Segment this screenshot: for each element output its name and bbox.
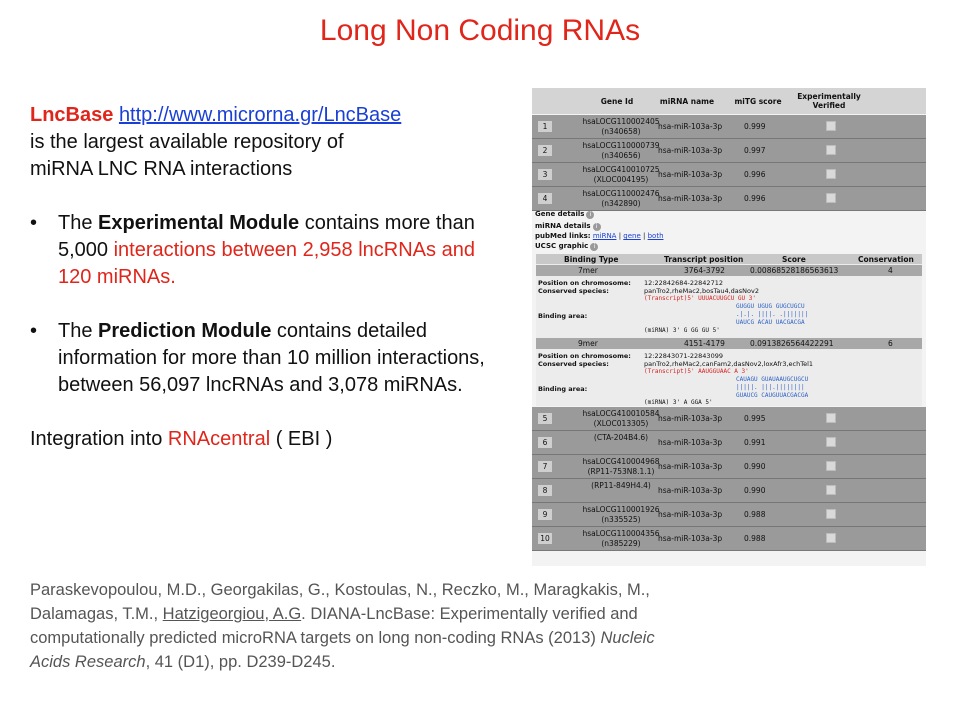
header-mitg-score: miTG score [734, 97, 782, 106]
main-text [30, 102, 500, 453]
score-cell: 0.996 [744, 194, 766, 203]
gene-id-cell[interactable]: hsaLOCG110002476 [582, 189, 660, 198]
row-number: 6 [538, 437, 552, 448]
lncbase-name: LncBase [30, 104, 114, 126]
binding-sites-table: Binding Type Transcript position Score Conservation 7mer 3764-3792 0.00868528186563613 4 Position on chromosome: 12:22842684-22842712 Conserved species: panTro2,rheMac2,bosTau4,dasNov2 (Transcript)5' UUUACUUGCU GU 3' GUGGU UGUG GUGCUGCU Binding area: .|.|. ||||. .||||||| UAUCG ACAU UACGACGA (miRNA) 3' G GG GU 5' 9mer 4151-4179 0.0913826564422291 6 Position on chromosome: 12:22843071-22843099 Conserved species: panTro2,rheMac2,canFam2,dasNov2,loxAfr3,echTel1 (Transcript)5' AAUGGUAAC A 3' CAUAGU GUAUAAUGCUGCU Binding area: |||||. |||.|||||||| GUAUCG CAUGUUACGACGA (miRNA) 3' A GGA 5' [536, 254, 922, 406]
gene-id-sub: (RP11-753N8.1.1) [587, 467, 655, 476]
ucsc-graphic-label[interactable]: UCSC graphic [535, 242, 589, 250]
mirna-name-cell: hsa-miR-103a-3p [658, 146, 723, 155]
intro-line-3: miRNA LNC RNA interactions [30, 158, 293, 180]
gene-id-sub: (XLOC013305) [593, 419, 649, 428]
citation-journal: Nucleic Acids Research [30, 629, 655, 671]
row-number: 7 [538, 461, 552, 472]
gene-details-label[interactable]: Gene details [535, 210, 585, 218]
table-row[interactable] [532, 455, 926, 479]
pubmed-link-gene[interactable]: gene [623, 232, 641, 240]
row-number: 3 [538, 169, 552, 180]
lncbase-results-screenshot: Gene Id miRNA name miTG score Experimentally Verified 1 hsaLOCG110002405 (n340658) hsa-miR-103a-3p 0.999 2 hsaLOCG110000739 (n340656) hsa-miR-103a-3p 0.997 3 hsaLOCG410010725 (XLOC004195) hsa-miR-103a-3p 0.996 4 hsaLOCG110002476 (n342890) hsa-miR-103a-3p 0.996 Gene details i miRNA details i pubMed links: miRNA | gene | both UCSC graphic i Binding Type Transcript position Score Conservation 7mer 3764-3792 0.00868528186563613 4 Position on chromosome: 12:22842684-22842712 Conserved species: panTro2,rheMac2,bosTau4,dasNov2 (Transcript)5' UUUACUUGCU GU 3' GUGGU UGUG GUGCUGCU Binding area: .|.|. ||||. .||||||| UAUCG ACAU UACGACGA (miRNA) 3' G GG GU 5' 9mer 4151-4179 0.0913826564422291 6 Position on chromosome: 12:22843071-22843099 Conserved species: panTro2,rheMac2,canFam2,dasNov2,loxAfr3,echTel1 (Transcript)5' AAUGGUAAC A 3' CAUAGU GUAUAAUGCUGCU Binding area: |||||. |||.|||||||| GUAUCG CAUGUUACGACGA (miRNA) 3' A GGA 5' 5 hsaLOCG410010584 (XLOC013305) hsa-miR-103a-3p 0.995 6 (CTA-204B4.6) hsa-miR-103a-3p 0.991 7 hsaLOCG410004968 (RP11-753N8.1.1) hsa-miR-103a-3p 0.990 8 (RP11-849H4.4) hsa-miR-103a-3p 0.990 9 hsaLOCG110001926 (n335525) hsa-miR-103a-3p 0.988 10 hsaLOCG110004356 (n385229) hsa-miR-103a-3p 0.988 [532, 88, 926, 566]
citation-author-link[interactable]: Hatzigeorgiou, A.G [162, 605, 302, 623]
gene-id-sub: (n340658) [601, 127, 641, 136]
score-cell: 0.990 [744, 462, 766, 471]
gene-id-sub: (XLOC004195) [593, 175, 649, 184]
mirna-details-label[interactable]: miRNA details [535, 222, 591, 230]
row-number: 9 [538, 509, 552, 520]
verified-checkbox[interactable] [826, 121, 836, 131]
gene-id-cell[interactable]: hsaLOCG110004356 [582, 529, 660, 538]
verified-checkbox[interactable] [826, 145, 836, 155]
experimental-count: interactions between 2,958 lncRNAs and 120 miRNAs. [58, 239, 475, 288]
bullet-prediction: • The Prediction Module contains detailed information for more than 10 million interactions, between 56,097 lncRNAs and 3,078 miRNAs. [30, 320, 485, 396]
gene-id-cell[interactable]: hsaLOCG410004968 [582, 457, 660, 466]
table-row[interactable] [532, 163, 926, 187]
intro-line-2: is the largest available repository of [30, 131, 344, 153]
row-number: 5 [538, 413, 552, 424]
integration-line: Integration into RNAcentral ( EBI ) [30, 428, 333, 450]
binding-pairs: GUGGU UGUG GUGCUGCU [736, 303, 805, 310]
score-cell: 0.996 [744, 170, 766, 179]
row-number: 2 [538, 145, 552, 156]
bullet-experimental: • The Experimental Module contains more than 5,000 interactions between 2,958 lncRNAs and 120 miRNAs. [30, 212, 475, 288]
gene-id-cell[interactable]: (CTA-204B4.6) [593, 433, 649, 442]
score-cell: 0.991 [744, 438, 766, 447]
row-number: 1 [538, 121, 552, 132]
score-cell: 0.999 [744, 122, 766, 131]
prediction-module-label: Prediction Module [98, 320, 272, 342]
gene-id-sub: (n335525) [601, 515, 641, 524]
intro-line-1 [30, 102, 500, 129]
verified-checkbox[interactable] [826, 413, 836, 423]
experimental-module-label: Experimental Module [98, 212, 300, 234]
table-row[interactable] [532, 407, 926, 431]
gene-id-cell[interactable]: (RP11-849H4.4) [591, 481, 651, 490]
gene-id-cell[interactable]: hsaLOCG410010584 [582, 409, 660, 418]
verified-checkbox[interactable] [826, 169, 836, 179]
row-number: 8 [538, 485, 552, 496]
info-icon[interactable]: i [586, 211, 594, 219]
rnacentral-label: RNAcentral [167, 428, 271, 450]
score-cell: 0.995 [744, 414, 766, 423]
table-row[interactable] [532, 187, 926, 211]
mirna-name-cell: hsa-miR-103a-3p [658, 170, 723, 179]
score-cell: 0.997 [744, 146, 766, 155]
score-cell: 0.988 [744, 534, 766, 543]
mirna-name-cell: hsa-miR-103a-3p [658, 122, 723, 131]
gene-id-cell[interactable]: hsaLOCG110001926 [582, 505, 660, 514]
table-header [532, 88, 926, 114]
slide-title: Long Non Coding RNAs [319, 14, 641, 47]
table-row[interactable] [532, 479, 926, 503]
mirna-name-cell: hsa-miR-103a-3p [658, 486, 723, 495]
verified-checkbox[interactable] [826, 509, 836, 519]
gene-id-cell[interactable]: hsaLOCG410010725 [582, 165, 660, 174]
pubmed-link-both[interactable]: both [647, 232, 664, 240]
binding-header: Binding Type Transcript position Score Conservation [536, 254, 922, 264]
header-gene-id: Gene Id [600, 97, 634, 106]
verified-checkbox[interactable] [826, 461, 836, 471]
row-number: 4 [538, 193, 552, 204]
mirna-name-cell: hsa-miR-103a-3p [658, 438, 723, 447]
verified-checkbox[interactable] [826, 437, 836, 447]
gene-id-cell[interactable]: hsaLOCG110000739 [582, 141, 660, 150]
verified-checkbox[interactable] [826, 485, 836, 495]
gene-id-sub: (n342890) [601, 199, 641, 208]
mirna-name-cell: hsa-miR-103a-3p [658, 534, 723, 543]
mirna-name-cell: hsa-miR-103a-3p [658, 414, 723, 423]
mirna-name-cell: hsa-miR-103a-3p [658, 462, 723, 471]
pubmed-link-mirna[interactable]: miRNA [592, 232, 617, 240]
table-row[interactable] [532, 503, 926, 527]
table-row[interactable] [532, 139, 926, 163]
binding-site-row[interactable]: 9mer 4151-4179 0.0913826564422291 6 [536, 338, 922, 349]
info-icon[interactable]: i [590, 243, 598, 251]
table-row[interactable] [532, 115, 926, 139]
score-cell: 0.990 [744, 486, 766, 495]
verified-checkbox[interactable] [826, 533, 836, 543]
citation: Paraskevopoulou, M.D., Georgakilas, G., Kostoulas, N., Reczko, M., Maragkakis, M., Dalamagas, T.M., Hatzigeorgiou, A.G. DIANA-LncBase: Experimentally verified and computationally predicted microRNA targets on long non-coding RNAs (2013) Nucleic Acids Research, 41 (D1), pp. D239-D245. [30, 581, 655, 671]
info-icon[interactable]: i [593, 223, 601, 231]
bullet-dot: • [30, 320, 38, 342]
lncbase-link[interactable]: http://www.microrna.gr/LncBase [118, 104, 402, 126]
table-row[interactable] [532, 431, 926, 455]
score-cell: 0.988 [744, 510, 766, 519]
bullet-dot: • [30, 212, 38, 234]
pubmed-label: pubMed links: [535, 232, 591, 240]
mirna-name-cell: hsa-miR-103a-3p [658, 194, 723, 203]
verified-checkbox[interactable] [826, 193, 836, 203]
gene-id-sub: (n340656) [601, 151, 641, 160]
gene-id-cell[interactable]: hsaLOCG110002405 [582, 117, 660, 126]
mirna-name-cell: hsa-miR-103a-3p [658, 510, 723, 519]
binding-site-row[interactable]: 7mer 3764-3792 0.00868528186563613 4 [536, 265, 922, 276]
row-number: 10 [538, 533, 552, 544]
gene-id-sub: (n385229) [601, 539, 641, 548]
header-experimentally-verified: Experimentally Verified [797, 92, 861, 110]
table-row[interactable] [532, 527, 926, 551]
header-mirna-name: miRNA name [659, 97, 715, 106]
